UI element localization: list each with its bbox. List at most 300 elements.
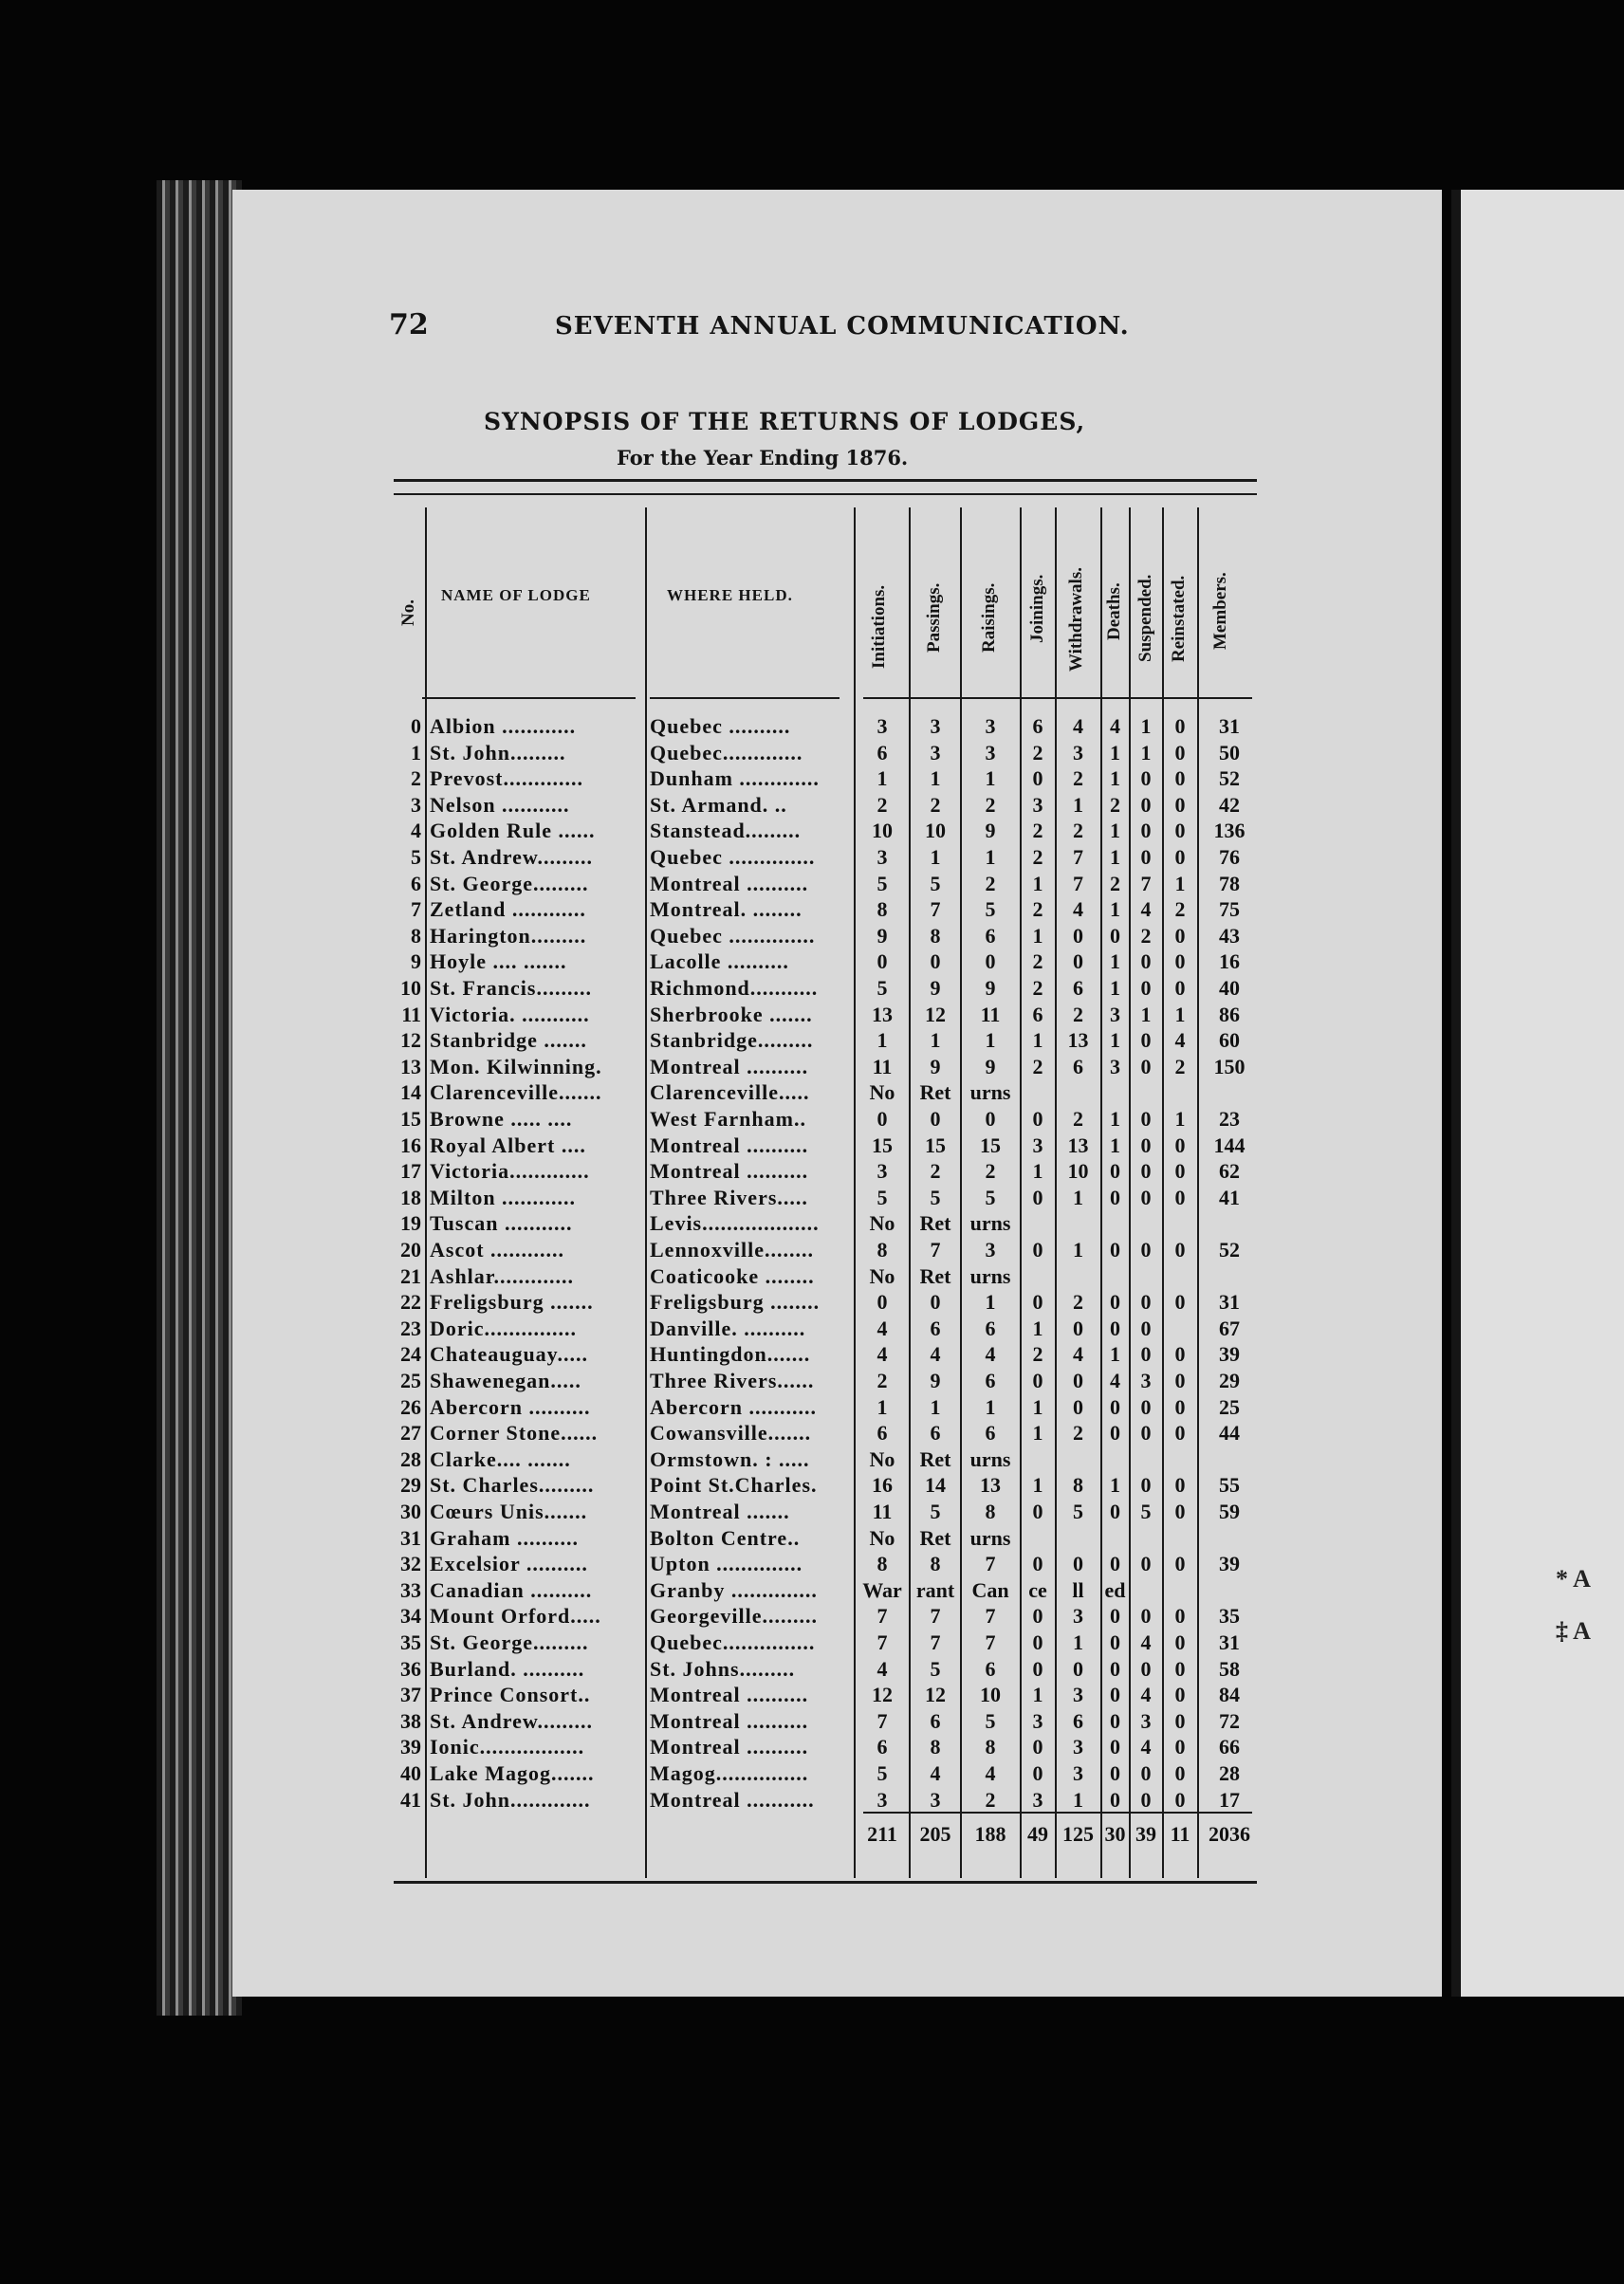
lodge-location: Sherbrooke .......	[650, 1002, 813, 1026]
cell-raisings: urns	[969, 1211, 1011, 1236]
cell-initiations: 0	[877, 1107, 888, 1131]
lodge-location: Three Rivers......	[650, 1369, 815, 1392]
table-row	[0, 1420, 1262, 1446]
cell-members: 144	[1213, 1133, 1246, 1157]
cell-members: 58	[1219, 1656, 1240, 1681]
cell-suspended: 1	[1140, 714, 1152, 738]
cell-suspended: 0	[1140, 1787, 1152, 1812]
lodge-number: 41	[400, 1787, 421, 1812]
table-row	[0, 1472, 1262, 1498]
lodge-location: Georgeville.........	[650, 1604, 819, 1629]
cell-initiations: 15	[872, 1133, 893, 1157]
cell-passings: 1	[930, 1394, 941, 1419]
cell-initiations: 5	[877, 976, 888, 1000]
table-row	[0, 1630, 1262, 1655]
lodge-number: 32	[400, 1552, 421, 1576]
table-title: SYNOPSIS OF THE RETURNS OF LODGES,	[484, 408, 1086, 435]
cell-reinstated: 0	[1174, 1185, 1186, 1209]
cell-deaths: 0	[1110, 1290, 1120, 1315]
lodge-name: Burland. ..........	[430, 1656, 585, 1681]
lodge-name: St. George.........	[430, 871, 589, 895]
cell-initiations: 7	[877, 1708, 888, 1733]
cell-initiations: 8	[877, 1238, 888, 1262]
cell-members: 52	[1219, 766, 1240, 791]
cell-raisings: 6	[985, 1316, 996, 1340]
cell-passings: 14	[925, 1473, 946, 1498]
cell-reinstated: 0	[1174, 1369, 1186, 1392]
cell-suspended: 0	[1140, 1656, 1152, 1681]
cell-deaths: 0	[1110, 1421, 1120, 1446]
cell-raisings: 6	[985, 1656, 996, 1681]
lodge-location: Montreal ..........	[650, 1054, 809, 1078]
lodge-name: Mon. Kilwinning.	[430, 1054, 602, 1078]
cell-joinings: 0	[1032, 1552, 1043, 1576]
table-row	[0, 765, 1262, 791]
cell-passings: 7	[930, 897, 941, 922]
cell-joinings: 3	[1032, 1133, 1043, 1157]
cell-members: 16	[1219, 949, 1240, 974]
lodge-number: 28	[400, 1446, 421, 1471]
header-underline	[650, 697, 840, 699]
cell-reinstated: 4	[1174, 1028, 1186, 1053]
cell-deaths: 3	[1110, 1054, 1120, 1078]
cell-members: 86	[1219, 1002, 1240, 1026]
lodge-location: Montreal ..........	[650, 1683, 809, 1707]
cell-deaths: 0	[1110, 1787, 1120, 1812]
lodge-name: Milton ............	[430, 1185, 577, 1209]
lodge-name: Ascot ............	[430, 1238, 565, 1262]
cell-initiations: No	[869, 1446, 895, 1471]
cell-deaths: 0	[1110, 923, 1120, 948]
cell-reinstated: 0	[1174, 1735, 1186, 1759]
total-deaths: 30	[1104, 1822, 1126, 1846]
cell-withdrawals: 0	[1073, 949, 1083, 974]
cell-raisings: 10	[980, 1683, 1001, 1707]
cell-joinings: 0	[1032, 1107, 1043, 1131]
lodge-number: 17	[400, 1159, 421, 1184]
cell-reinstated: 0	[1174, 845, 1186, 869]
cell-raisings: 2	[985, 1787, 996, 1812]
cell-suspended: 0	[1140, 1238, 1152, 1262]
total-reinstated: 11	[1170, 1822, 1190, 1846]
cell-initiations: 8	[877, 897, 888, 922]
col-header-withdrawals: Withdrawals.	[1066, 567, 1086, 672]
cell-raisings: 9	[985, 1054, 996, 1078]
cell-withdrawals: 0	[1073, 1656, 1083, 1681]
totals-row	[0, 1821, 1262, 1847]
table-row	[0, 1263, 1262, 1289]
total-raisings: 188	[974, 1822, 1006, 1846]
cell-raisings: 9	[985, 819, 996, 843]
cell-reinstated: 2	[1174, 1054, 1186, 1078]
cell-suspended: 0	[1140, 1421, 1152, 1446]
lodge-number: 25	[400, 1369, 421, 1392]
cell-raisings: 3	[985, 714, 996, 738]
cell-suspended: 0	[1140, 1159, 1152, 1184]
table-row	[0, 1106, 1262, 1132]
cell-joinings: 2	[1032, 1342, 1043, 1367]
cell-members: 50	[1219, 740, 1240, 764]
cell-reinstated: 0	[1174, 976, 1186, 1000]
lodge-location: Montreal ...........	[650, 1787, 815, 1812]
cell-passings: 4	[930, 1761, 941, 1785]
cell-joinings: 0	[1032, 1656, 1043, 1681]
cell-raisings: 7	[985, 1630, 996, 1654]
cell-withdrawals: 6	[1073, 976, 1083, 1000]
header-underline	[422, 697, 636, 699]
table-top-rule	[394, 493, 1257, 495]
cell-initiations: 6	[877, 1735, 888, 1759]
table-row	[0, 792, 1262, 818]
cell-passings: 7	[930, 1604, 941, 1629]
cell-passings: 6	[930, 1708, 941, 1733]
cell-initiations: 12	[872, 1683, 893, 1707]
cell-deaths: 1	[1110, 897, 1120, 922]
cell-reinstated: 0	[1174, 740, 1186, 764]
lodge-location: St. Armand. ..	[650, 792, 787, 817]
cell-passings: 5	[930, 871, 941, 895]
cell-withdrawals: 3	[1073, 1683, 1083, 1707]
cell-suspended: 0	[1140, 845, 1152, 869]
cell-initiations: 3	[877, 1159, 888, 1184]
cell-withdrawals: 3	[1073, 1735, 1083, 1759]
cell-suspended: 0	[1140, 1342, 1152, 1367]
cell-members: 31	[1219, 1290, 1240, 1315]
cell-initiations: 13	[872, 1002, 893, 1026]
cell-members: 67	[1219, 1316, 1240, 1340]
lodge-location: Dunham .............	[650, 766, 820, 791]
cell-passings: Ret	[919, 1080, 951, 1105]
lodge-name: Victoria. ...........	[430, 1002, 590, 1026]
cell-raisings: 1	[985, 1394, 996, 1419]
cell-passings: 2	[930, 792, 941, 817]
cell-joinings: 0	[1032, 1604, 1043, 1629]
cell-raisings: 5	[985, 1185, 996, 1209]
lodge-name: Tuscan ...........	[430, 1211, 573, 1236]
cell-initiations: 16	[872, 1473, 893, 1498]
cell-passings: Ret	[919, 1263, 951, 1288]
total-passings: 205	[919, 1822, 951, 1846]
lodge-name: St. Francis.........	[430, 976, 592, 1000]
table-row	[0, 1054, 1262, 1079]
facing-fragment: ‡ A	[1556, 1617, 1591, 1645]
lodge-number: 40	[400, 1761, 421, 1785]
cell-raisings: 8	[985, 1500, 996, 1523]
lodge-location: Richmond...........	[650, 976, 819, 1000]
col-header-joinings: Joinings.	[1027, 574, 1047, 643]
cell-passings: 4	[930, 1342, 941, 1367]
col-header-raisings: Raisings.	[979, 582, 999, 653]
cell-withdrawals: 2	[1073, 1290, 1083, 1315]
cell-withdrawals: 2	[1073, 1421, 1083, 1446]
cell-withdrawals: 3	[1073, 1604, 1083, 1629]
cell-passings: 8	[930, 923, 941, 948]
cell-suspended: 0	[1140, 766, 1152, 791]
cell-suspended: 4	[1140, 1683, 1152, 1707]
cell-withdrawals: 1	[1073, 1238, 1083, 1262]
cell-deaths: 4	[1110, 1369, 1120, 1392]
cell-passings: 5	[930, 1185, 941, 1209]
cell-initiations: 5	[877, 871, 888, 895]
cell-suspended: 0	[1140, 1290, 1152, 1315]
cell-raisings: 7	[985, 1604, 996, 1629]
cell-members: 31	[1219, 714, 1240, 738]
lodge-number: 39	[400, 1735, 421, 1759]
table-row	[0, 1158, 1262, 1184]
total-members: 2036	[1209, 1822, 1250, 1846]
cell-reinstated: 1	[1174, 871, 1186, 895]
cell-initiations: No	[869, 1211, 895, 1236]
cell-suspended: 0	[1140, 1552, 1152, 1576]
cell-joinings: 0	[1032, 1500, 1043, 1523]
table-row	[0, 818, 1262, 843]
lodge-number: 33	[400, 1577, 421, 1602]
cell-raisings: 1	[985, 766, 996, 791]
table-row	[0, 1368, 1262, 1393]
cell-initiations: War	[862, 1577, 902, 1602]
cell-raisings: 1	[985, 845, 996, 869]
cell-raisings: 2	[985, 1159, 996, 1184]
lodge-number: 13	[400, 1054, 421, 1078]
cell-reinstated: 0	[1174, 1708, 1186, 1733]
cell-suspended: 4	[1140, 897, 1152, 922]
lodge-name: St. John.........	[430, 740, 566, 764]
cell-suspended: 0	[1140, 819, 1152, 843]
cell-joinings: 1	[1032, 1473, 1043, 1498]
cell-passings: 9	[930, 1054, 941, 1078]
cell-members: 60	[1219, 1028, 1240, 1053]
lodge-name: St. Andrew.........	[430, 1708, 594, 1733]
cell-reinstated: 0	[1174, 1552, 1186, 1576]
lodge-number: 6	[411, 871, 421, 895]
lodge-number: 34	[400, 1604, 421, 1629]
cell-suspended: 0	[1140, 1316, 1152, 1340]
lodge-location: Montreal ..........	[650, 1735, 809, 1759]
lodge-location: Cowansville.......	[650, 1421, 812, 1446]
cell-withdrawals: 1	[1073, 1787, 1083, 1812]
cell-reinstated: 0	[1174, 1787, 1186, 1812]
cell-reinstated: 1	[1174, 1002, 1186, 1026]
facing-page	[1451, 190, 1624, 1997]
lodge-name: St. Charles.........	[430, 1473, 595, 1498]
cell-members: 59	[1219, 1500, 1240, 1523]
cell-passings: 1	[930, 766, 941, 791]
cell-withdrawals: ll	[1072, 1577, 1084, 1602]
lodge-location: Magog...............	[650, 1761, 809, 1785]
cell-deaths: 0	[1110, 1394, 1120, 1419]
cell-deaths: 1	[1110, 1342, 1120, 1367]
cell-reinstated: 0	[1174, 1630, 1186, 1654]
lodge-location: Quebec ..........	[650, 714, 791, 738]
lodge-number: 5	[411, 845, 421, 869]
cell-suspended: 0	[1140, 1761, 1152, 1785]
lodge-name: Zetland ............	[430, 897, 586, 922]
lodge-name: Doric...............	[430, 1316, 578, 1340]
lodge-location: Lacolle ..........	[650, 949, 789, 974]
lodge-name: Canadian ..........	[430, 1577, 593, 1602]
cell-withdrawals: 4	[1073, 714, 1083, 738]
cell-initiations: 4	[877, 1342, 888, 1367]
lodge-location: Granby ..............	[650, 1577, 818, 1602]
cell-joinings: 1	[1032, 1028, 1043, 1053]
lodge-location: Clarenceville.....	[650, 1080, 810, 1105]
cell-initiations: 2	[877, 792, 888, 817]
lodge-name: Golden Rule ......	[430, 819, 596, 843]
cell-deaths: 1	[1110, 819, 1120, 843]
lodge-number: 8	[411, 923, 421, 948]
cell-suspended: 5	[1140, 1500, 1152, 1523]
cell-joinings: 3	[1032, 1787, 1043, 1812]
table-row	[0, 740, 1262, 765]
lodge-location: Point St.Charles.	[650, 1473, 818, 1498]
col-header-where: WHERE HELD.	[667, 586, 793, 604]
cell-passings: 2	[930, 1159, 941, 1184]
cell-passings: 3	[930, 740, 941, 764]
cell-passings: 0	[930, 1290, 941, 1315]
cell-suspended: 0	[1140, 1028, 1152, 1053]
cell-deaths: 0	[1110, 1656, 1120, 1681]
page-number: 72	[389, 308, 429, 341]
cell-suspended: 3	[1140, 1369, 1152, 1392]
cell-joinings: 1	[1032, 871, 1043, 895]
cell-joinings: 0	[1032, 1238, 1043, 1262]
cell-reinstated: 0	[1174, 714, 1186, 738]
cell-passings: 1	[930, 1028, 941, 1053]
cell-members: 41	[1219, 1185, 1240, 1209]
cell-reinstated: 0	[1174, 949, 1186, 974]
cell-raisings: 1	[985, 1028, 996, 1053]
cell-reinstated: 0	[1174, 1683, 1186, 1707]
cell-suspended: 0	[1140, 1107, 1152, 1131]
cell-deaths: 0	[1110, 1238, 1120, 1262]
cell-suspended: 0	[1140, 1394, 1152, 1419]
lodge-location: Montreal .......	[650, 1500, 790, 1523]
lodge-name: Lake Magog.......	[430, 1761, 595, 1785]
lodge-name: Freligsburg .......	[430, 1290, 594, 1315]
cell-raisings: 4	[985, 1761, 996, 1785]
cell-initiations: 11	[872, 1054, 893, 1078]
cell-suspended: 0	[1140, 1185, 1152, 1209]
lodge-name: St. George.........	[430, 1630, 589, 1654]
cell-raisings: 4	[985, 1342, 996, 1367]
cell-reinstated: 0	[1174, 1342, 1186, 1367]
lodge-number: 3	[411, 792, 421, 817]
lodge-number: 36	[400, 1656, 421, 1681]
lodge-name: Clarke.... .......	[430, 1446, 571, 1471]
lodge-location: Coaticooke ........	[650, 1263, 815, 1288]
cell-joinings: 0	[1032, 766, 1043, 791]
col-header-no: No.	[398, 599, 418, 626]
cell-deaths: 1	[1110, 845, 1120, 869]
cell-deaths: 1	[1110, 1133, 1120, 1157]
cell-suspended: 0	[1140, 1054, 1152, 1078]
cell-suspended: 4	[1140, 1630, 1152, 1654]
table-row	[0, 923, 1262, 949]
cell-withdrawals: 10	[1067, 1159, 1089, 1184]
cell-withdrawals: 1	[1073, 792, 1083, 817]
cell-members: 136	[1213, 819, 1246, 843]
cell-passings: 7	[930, 1630, 941, 1654]
col-header-name: NAME OF LODGE	[441, 586, 591, 604]
cell-passings: 8	[930, 1552, 941, 1576]
cell-initiations: 5	[877, 1761, 888, 1785]
table-row	[0, 1603, 1262, 1629]
cell-joinings: 2	[1032, 976, 1043, 1000]
cell-raisings: 0	[985, 949, 996, 974]
cell-raisings: 6	[985, 1421, 996, 1446]
table-row	[0, 713, 1262, 739]
lodge-number: 16	[400, 1133, 421, 1157]
cell-reinstated: 0	[1174, 1421, 1186, 1446]
table-row	[0, 1210, 1262, 1236]
cell-passings: 3	[930, 1787, 941, 1812]
cell-deaths: 0	[1110, 1630, 1120, 1654]
table-row	[0, 1002, 1262, 1027]
cell-suspended: 7	[1140, 871, 1152, 895]
cell-raisings: 2	[985, 871, 996, 895]
cell-initiations: 10	[872, 819, 893, 843]
lodge-name: Prevost.............	[430, 766, 583, 791]
lodge-location: Montreal ..........	[650, 871, 809, 895]
cell-withdrawals: 1	[1073, 1185, 1083, 1209]
lodge-number: 37	[400, 1683, 421, 1707]
cell-members: 42	[1219, 792, 1240, 817]
table-row	[0, 1708, 1262, 1734]
cell-members: 29	[1219, 1369, 1240, 1392]
cell-reinstated: 0	[1174, 1604, 1186, 1629]
cell-passings: 12	[925, 1683, 946, 1707]
cell-deaths: 3	[1110, 1002, 1120, 1026]
cell-withdrawals: 4	[1073, 897, 1083, 922]
cell-initiations: 3	[877, 1787, 888, 1812]
lodge-name: Royal Albert ....	[430, 1133, 586, 1157]
lodge-location: Stanstead.........	[650, 819, 802, 843]
cell-withdrawals: 2	[1073, 1002, 1083, 1026]
table-row	[0, 1289, 1262, 1315]
cell-passings: 9	[930, 976, 941, 1000]
cell-reinstated: 0	[1174, 1394, 1186, 1419]
cell-joinings: 1	[1032, 1683, 1043, 1707]
lodge-location: Montreal ..........	[650, 1159, 809, 1184]
cell-passings: 10	[925, 819, 946, 843]
cell-withdrawals: 7	[1073, 871, 1083, 895]
cell-deaths: 0	[1110, 1761, 1120, 1785]
table-row	[0, 1316, 1262, 1341]
cell-joinings: 2	[1032, 897, 1043, 922]
cell-initiations: 0	[877, 1290, 888, 1315]
total-withdrawals: 125	[1062, 1822, 1094, 1846]
cell-withdrawals: 0	[1073, 1369, 1083, 1392]
cell-members: 35	[1219, 1604, 1240, 1629]
cell-initiations: 3	[877, 714, 888, 738]
lodge-location: Montreal ..........	[650, 1708, 809, 1733]
cell-members: 31	[1219, 1630, 1240, 1654]
running-head: SEVENTH ANNUAL COMMUNICATION.	[555, 312, 1130, 341]
cell-withdrawals: 0	[1073, 1316, 1083, 1340]
lodge-name: Ashlar.............	[430, 1263, 575, 1288]
col-header-initiations: Initiations.	[869, 584, 889, 669]
lodge-name: Excelsior ..........	[430, 1552, 588, 1576]
cell-deaths: ed	[1104, 1577, 1126, 1602]
cell-raisings: 1	[985, 1290, 996, 1315]
cell-withdrawals: 0	[1073, 1394, 1083, 1419]
cell-suspended: 1	[1140, 740, 1152, 764]
lodge-number: 20	[400, 1238, 421, 1262]
cell-reinstated: 2	[1174, 897, 1186, 922]
cell-initiations: 3	[877, 845, 888, 869]
cell-joinings: 2	[1032, 1054, 1043, 1078]
cell-joinings: 0	[1032, 1761, 1043, 1785]
